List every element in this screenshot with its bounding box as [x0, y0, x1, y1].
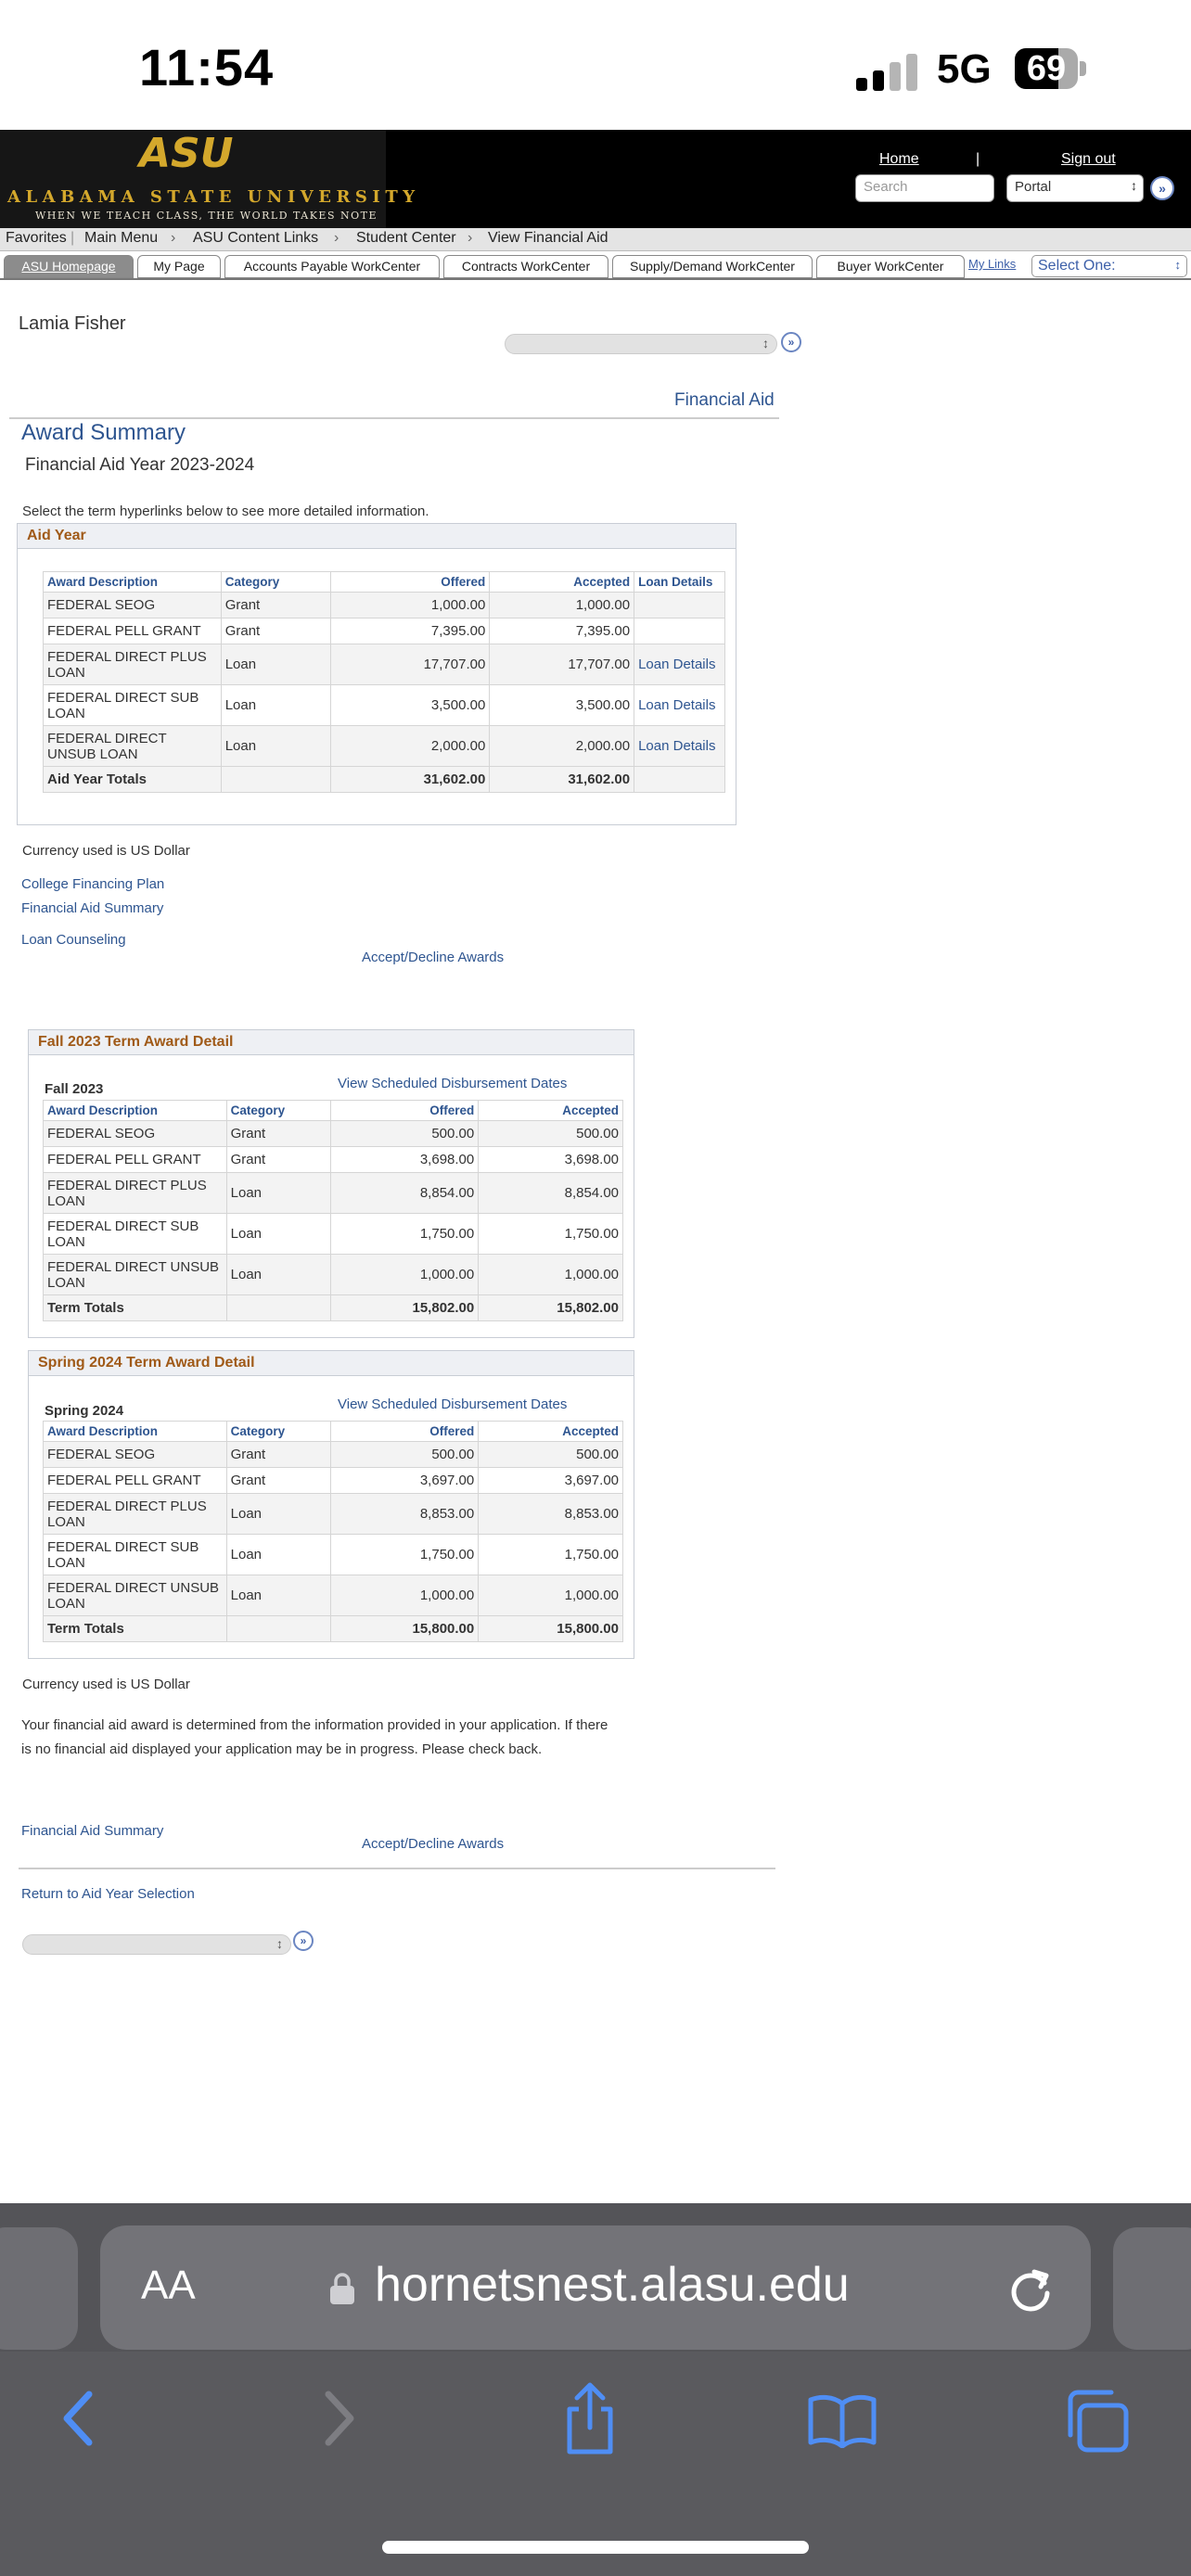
tab-supply-demand[interactable]: Supply/Demand WorkCenter	[612, 255, 813, 278]
award-description: FEDERAL DIRECT UNSUB LOAN	[44, 1575, 227, 1616]
spring-term-heading: Spring 2024 Term Award Detail	[29, 1351, 634, 1376]
award-accepted: 7,395.00	[490, 618, 634, 644]
menu-main-menu[interactable]: Main Menu	[84, 230, 159, 246]
student-name: Lamia Fisher	[19, 313, 126, 334]
totals-row	[44, 767, 725, 793]
forward-icon[interactable]	[321, 2391, 358, 2446]
table-row	[44, 1173, 623, 1214]
share-icon[interactable]	[560, 2381, 620, 2455]
column-header: Accepted	[490, 572, 634, 593]
breadcrumb-chevron-icon: ›	[467, 230, 473, 246]
search-scope-select[interactable]	[1006, 174, 1144, 202]
next-tab-preview[interactable]	[1113, 2227, 1191, 2350]
navigation-go-icon[interactable]: »	[781, 332, 801, 352]
table-row	[44, 593, 725, 618]
college-financing-plan-link[interactable]: College Financing Plan	[21, 876, 165, 892]
navigation-dropdown[interactable]	[22, 1934, 291, 1955]
my-links-select[interactable]	[1031, 255, 1187, 277]
totals-accepted: 15,800.00	[479, 1616, 623, 1642]
award-offered: 3,500.00	[330, 685, 490, 726]
award-category: Loan	[221, 685, 330, 726]
totals-accepted: 31,602.00	[490, 767, 634, 793]
loan-details-cell	[634, 618, 725, 644]
loan-details-cell	[634, 593, 725, 618]
search-go-icon[interactable]: »	[1150, 176, 1174, 200]
table-row	[44, 1255, 623, 1295]
disclaimer-text: Your financial aid award is determined from the information provided in your application. If there is no financial aid displayed your application may be in progress. Please check back.	[21, 1717, 608, 1757]
award-accepted: 1,000.00	[479, 1575, 623, 1616]
logo-university-name: ALABAMA STATE UNIVERSITY	[7, 187, 420, 207]
currency-note: Currency used is US Dollar	[22, 1677, 190, 1692]
back-icon[interactable]	[59, 2391, 96, 2446]
battery-level: 69	[1026, 49, 1067, 88]
award-category: Loan	[226, 1255, 330, 1295]
battery-nub	[1080, 61, 1086, 76]
award-offered: 17,707.00	[330, 644, 490, 685]
my-links-link[interactable]: My Links	[968, 257, 1017, 271]
award-category: Loan	[226, 1214, 330, 1255]
award-accepted: 3,697.00	[479, 1468, 623, 1494]
table-header-row	[44, 1422, 623, 1442]
award-description: FEDERAL SEOG	[44, 593, 222, 618]
totals-label: Term Totals	[44, 1295, 227, 1321]
accept-decline-awards-link[interactable]: Accept/Decline Awards	[362, 1836, 505, 1852]
table-row	[44, 1121, 623, 1147]
award-offered: 7,395.00	[330, 618, 490, 644]
table-row	[44, 726, 725, 767]
header-separator: |	[976, 151, 980, 167]
award-category: Grant	[226, 1121, 330, 1147]
navigation-go-icon[interactable]: »	[293, 1931, 314, 1951]
menu-asu-content-links[interactable]: ASU Content Links	[193, 230, 319, 246]
award-accepted: 1,750.00	[479, 1535, 623, 1575]
table-row	[44, 1575, 623, 1616]
award-category: Loan	[221, 644, 330, 685]
table-row	[44, 1214, 623, 1255]
award-accepted: 3,500.00	[490, 685, 634, 726]
battery-icon	[1015, 48, 1078, 89]
breadcrumb-chevron-icon: ›	[171, 230, 176, 246]
award-description: FEDERAL DIRECT SUB LOAN	[44, 1535, 227, 1575]
award-category: Loan	[226, 1494, 330, 1535]
logo-tagline: WHEN WE TEACH CLASS, THE WORLD TAKES NOTE	[35, 210, 378, 222]
status-time: 11:54	[139, 38, 275, 96]
spring-term-caption: Spring 2024	[45, 1403, 124, 1419]
view-disbursement-dates-link[interactable]: View Scheduled Disbursement Dates	[338, 1076, 568, 1091]
column-header: Loan Details	[634, 572, 725, 593]
aid-year-heading: Aid Year	[18, 524, 736, 549]
award-offered: 1,750.00	[330, 1535, 479, 1575]
award-accepted: 500.00	[479, 1121, 623, 1147]
tabs-icon[interactable]	[1063, 2389, 1130, 2454]
table-row	[44, 685, 725, 726]
loan-details-link[interactable]: Loan Details	[634, 644, 725, 685]
totals-offered: 31,602.00	[330, 767, 490, 793]
column-header: Offered	[330, 572, 490, 593]
url-text[interactable]: hornetsnest.alasu.edu	[375, 2258, 850, 2312]
divider	[19, 1868, 775, 1869]
aid-year-title: Financial Aid Year 2023-2024	[25, 455, 255, 475]
divider	[9, 417, 779, 419]
award-category: Loan	[226, 1575, 330, 1616]
signout-link[interactable]: Sign out	[1061, 151, 1116, 167]
award-offered: 2,000.00	[330, 726, 490, 767]
award-category: Loan	[226, 1535, 330, 1575]
financial-aid-summary-link[interactable]: Financial Aid Summary	[21, 1823, 164, 1839]
column-header: Award Description	[44, 1422, 227, 1442]
tab-asu-homepage[interactable]: ASU Homepage	[4, 255, 134, 278]
reader-settings-button[interactable]: AA	[141, 2263, 196, 2308]
award-description: FEDERAL SEOG	[44, 1121, 227, 1147]
award-accepted: 2,000.00	[490, 726, 634, 767]
search-scope-value: Portal	[1015, 179, 1052, 195]
award-accepted: 1,000.00	[490, 593, 634, 618]
fall-term-heading: Fall 2023 Term Award Detail	[29, 1030, 634, 1055]
award-offered: 1,000.00	[330, 593, 490, 618]
table-header-row	[44, 572, 725, 593]
bookmarks-icon[interactable]	[807, 2392, 877, 2448]
reload-icon[interactable]	[1004, 2263, 1057, 2316]
column-header: Accepted	[479, 1422, 623, 1442]
fall-term-caption: Fall 2023	[45, 1081, 104, 1097]
award-accepted: 500.00	[479, 1442, 623, 1468]
award-description: FEDERAL PELL GRANT	[44, 618, 222, 644]
award-description: FEDERAL DIRECT PLUS LOAN	[44, 644, 222, 685]
award-description: FEDERAL PELL GRANT	[44, 1147, 227, 1173]
tab-my-page[interactable]: My Page	[137, 255, 221, 278]
home-link[interactable]: Home	[879, 151, 919, 167]
currency-note: Currency used is US Dollar	[22, 843, 190, 859]
award-accepted: 1,000.00	[479, 1255, 623, 1295]
award-category: Grant	[226, 1442, 330, 1468]
table-row	[44, 1147, 623, 1173]
totals-accepted: 15,802.00	[479, 1295, 623, 1321]
menu-favorites[interactable]: Favorites	[6, 230, 67, 246]
return-to-aid-year-link[interactable]: Return to Aid Year Selection	[21, 1886, 195, 1902]
award-accepted: 17,707.00	[490, 644, 634, 685]
tab-contracts[interactable]: Contracts WorkCenter	[443, 255, 608, 278]
view-disbursement-dates-link[interactable]: View Scheduled Disbursement Dates	[338, 1396, 568, 1412]
award-category: Grant	[221, 593, 330, 618]
loan-details-link[interactable]: Loan Details	[634, 726, 725, 767]
totals-label: Aid Year Totals	[44, 767, 222, 793]
column-header: Offered	[330, 1101, 479, 1121]
menu-divider: |	[70, 230, 75, 246]
column-header: Award Description	[44, 1101, 227, 1121]
award-description: FEDERAL SEOG	[44, 1442, 227, 1468]
award-accepted: 1,750.00	[479, 1214, 623, 1255]
page-title: Award Summary	[21, 420, 186, 445]
logo-asu-text: ASU	[139, 130, 234, 177]
column-header: Award Description	[44, 572, 222, 593]
menu-bar	[0, 228, 1191, 251]
column-header: Category	[221, 572, 330, 593]
totals-offered: 15,800.00	[330, 1616, 479, 1642]
search-input[interactable]: Search	[855, 174, 994, 202]
award-description: FEDERAL DIRECT SUB LOAN	[44, 1214, 227, 1255]
network-type: 5G	[937, 46, 992, 92]
previous-tab-preview[interactable]	[0, 2227, 78, 2350]
award-description: FEDERAL DIRECT PLUS LOAN	[44, 1494, 227, 1535]
award-offered: 8,853.00	[330, 1494, 479, 1535]
table-row	[44, 644, 725, 685]
award-offered: 3,698.00	[330, 1147, 479, 1173]
navigation-dropdown[interactable]	[505, 334, 777, 354]
award-offered: 8,854.00	[330, 1173, 479, 1214]
financial-aid-summary-link[interactable]: Financial Aid Summary	[21, 900, 164, 916]
award-offered: 1,750.00	[330, 1214, 479, 1255]
award-category: Grant	[226, 1468, 330, 1494]
cellular-signal-icon	[856, 54, 921, 91]
select-arrows-icon: ↕	[1131, 178, 1137, 193]
award-accepted: 8,853.00	[479, 1494, 623, 1535]
award-description: FEDERAL DIRECT SUB LOAN	[44, 685, 222, 726]
award-description: FEDERAL DIRECT PLUS LOAN	[44, 1173, 227, 1214]
accept-decline-awards-link[interactable]: Accept/Decline Awards	[362, 950, 505, 965]
award-category: Grant	[221, 618, 330, 644]
award-category: Loan	[226, 1173, 330, 1214]
fall-term-table	[43, 1100, 623, 1321]
column-header: Category	[226, 1101, 330, 1121]
totals-row	[44, 1616, 623, 1642]
table-row	[44, 1494, 623, 1535]
table-row	[44, 618, 725, 644]
loan-counseling-link[interactable]: Loan Counseling	[21, 932, 126, 948]
totals-label: Term Totals	[44, 1616, 227, 1642]
award-accepted: 8,854.00	[479, 1173, 623, 1214]
award-description: FEDERAL DIRECT UNSUB LOAN	[44, 726, 222, 767]
award-description: FEDERAL PELL GRANT	[44, 1468, 227, 1494]
table-header-row	[44, 1101, 623, 1121]
column-header: Offered	[330, 1422, 479, 1442]
select-arrows-icon: ↕	[1174, 258, 1181, 272]
breadcrumb-chevron-icon: ›	[334, 230, 339, 246]
totals-row	[44, 1295, 623, 1321]
award-description: FEDERAL DIRECT UNSUB LOAN	[44, 1255, 227, 1295]
award-category: Grant	[226, 1147, 330, 1173]
award-offered: 1,000.00	[330, 1255, 479, 1295]
table-row	[44, 1442, 623, 1468]
my-links-select-value: Select One:	[1038, 258, 1116, 274]
menu-student-center[interactable]: Student Center	[356, 230, 456, 246]
table-row	[44, 1535, 623, 1575]
award-accepted: 3,698.00	[479, 1147, 623, 1173]
totals-offered: 15,802.00	[330, 1295, 479, 1321]
spring-term-table	[43, 1421, 623, 1642]
aid-year-table	[43, 571, 725, 793]
column-header: Accepted	[479, 1101, 623, 1121]
award-offered: 500.00	[330, 1442, 479, 1468]
lock-icon	[328, 2272, 356, 2305]
home-indicator[interactable]	[382, 2541, 809, 2554]
instruction-text: Select the term hyperlinks below to see more detailed information.	[22, 504, 429, 519]
award-offered: 1,000.00	[330, 1575, 479, 1616]
award-offered: 500.00	[330, 1121, 479, 1147]
table-row	[44, 1468, 623, 1494]
menu-view-financial-aid[interactable]: View Financial Aid	[488, 230, 608, 246]
award-offered: 3,697.00	[330, 1468, 479, 1494]
financial-aid-link[interactable]: Financial Aid	[674, 390, 775, 410]
tab-buyer[interactable]: Buyer WorkCenter	[816, 255, 965, 278]
award-category: Loan	[221, 726, 330, 767]
loan-details-link[interactable]: Loan Details	[634, 685, 725, 726]
column-header: Category	[226, 1422, 330, 1442]
tab-accounts-payable[interactable]: Accounts Payable WorkCenter	[224, 255, 440, 278]
